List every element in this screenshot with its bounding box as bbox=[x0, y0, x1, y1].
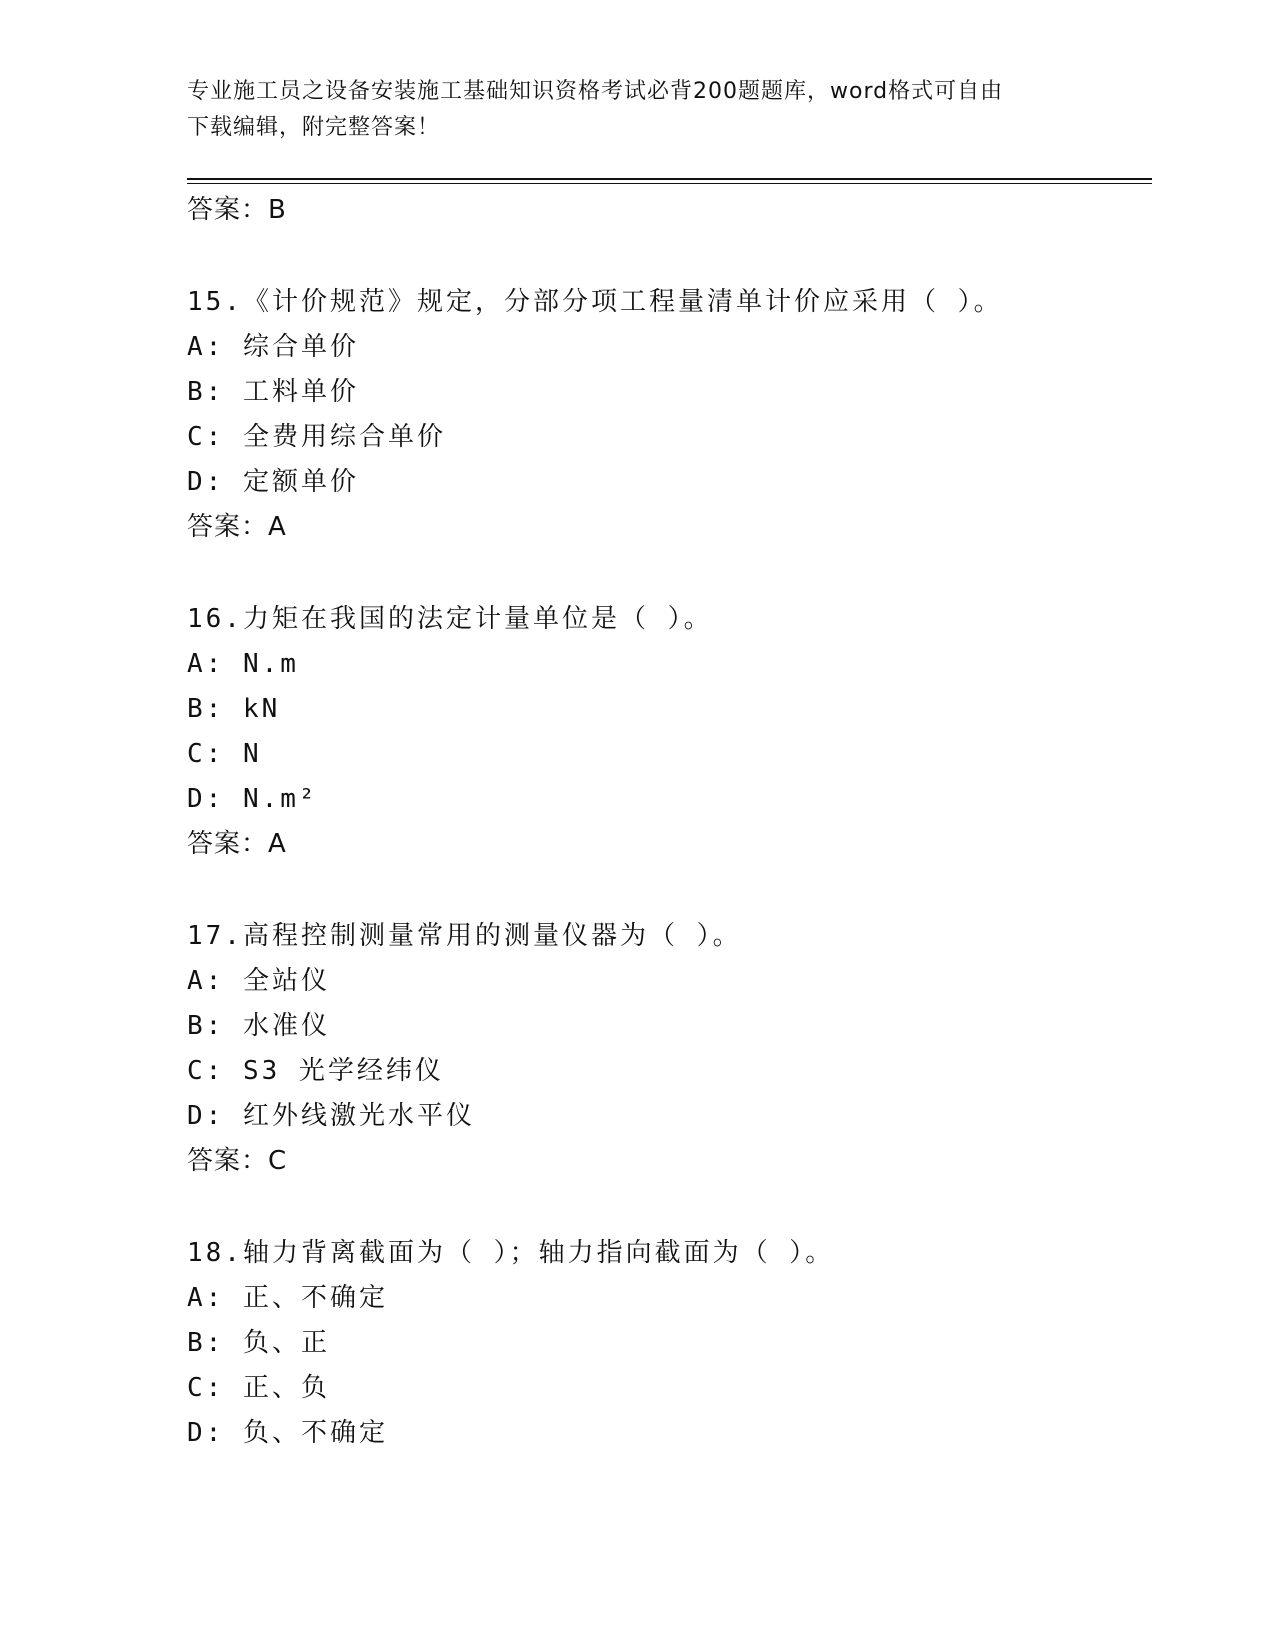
previous-answer: 答案：B bbox=[187, 195, 287, 225]
header-rule-thin bbox=[187, 183, 1152, 184]
option-d: D: N.m² bbox=[187, 784, 318, 814]
spacer bbox=[187, 233, 1147, 280]
answer: 答案：C bbox=[187, 1146, 288, 1176]
header-rule-thick bbox=[187, 178, 1152, 180]
question-16 bbox=[187, 597, 1147, 867]
answer: 答案：A bbox=[187, 512, 287, 542]
option-b: B: kN bbox=[187, 694, 281, 724]
header-line-1: 专业施工员之设备安装施工基础知识资格考试必背200题题库，word格式可自由 bbox=[187, 79, 1004, 104]
option-a: A: 正、不确定 bbox=[187, 1283, 388, 1313]
option-c: C: 正、负 bbox=[187, 1373, 330, 1403]
spacer bbox=[187, 867, 1147, 914]
option-d: D: 红外线激光水平仪 bbox=[187, 1101, 475, 1131]
header-line-2: 下载编辑，附完整答案！ bbox=[187, 115, 441, 140]
question-15 bbox=[187, 280, 1147, 550]
question-stem: 18.轴力背离截面为（ ）；轴力指向截面为（ ）。 bbox=[187, 1238, 835, 1268]
question-content bbox=[187, 188, 1147, 1456]
option-c: C: N bbox=[187, 739, 262, 769]
question-18 bbox=[187, 1231, 1147, 1456]
option-b: B: 工料单价 bbox=[187, 377, 359, 407]
option-b: B: 负、正 bbox=[187, 1328, 330, 1358]
option-c: C: 全费用综合单价 bbox=[187, 422, 446, 452]
answer: 答案：A bbox=[187, 829, 287, 859]
option-d: D: 定额单价 bbox=[187, 467, 359, 497]
question-stem: 16.力矩在我国的法定计量单位是（ ）。 bbox=[187, 604, 713, 634]
spacer bbox=[187, 1184, 1147, 1231]
option-a: A: 全站仪 bbox=[187, 966, 330, 996]
spacer bbox=[187, 550, 1147, 597]
option-c: C: S3 光学经纬仪 bbox=[187, 1056, 444, 1086]
document-header bbox=[187, 74, 1087, 146]
option-a: A: 综合单价 bbox=[187, 332, 359, 362]
option-d: D: 负、不确定 bbox=[187, 1418, 388, 1448]
question-stem: 17.高程控制测量常用的测量仪器为（ ）。 bbox=[187, 921, 742, 951]
option-a: A: N.m bbox=[187, 649, 299, 679]
option-b: B: 水准仪 bbox=[187, 1011, 330, 1041]
question-17 bbox=[187, 914, 1147, 1184]
question-stem: 15.《计价规范》规定，分部分项工程量清单计价应采用（ ）。 bbox=[187, 287, 1003, 317]
